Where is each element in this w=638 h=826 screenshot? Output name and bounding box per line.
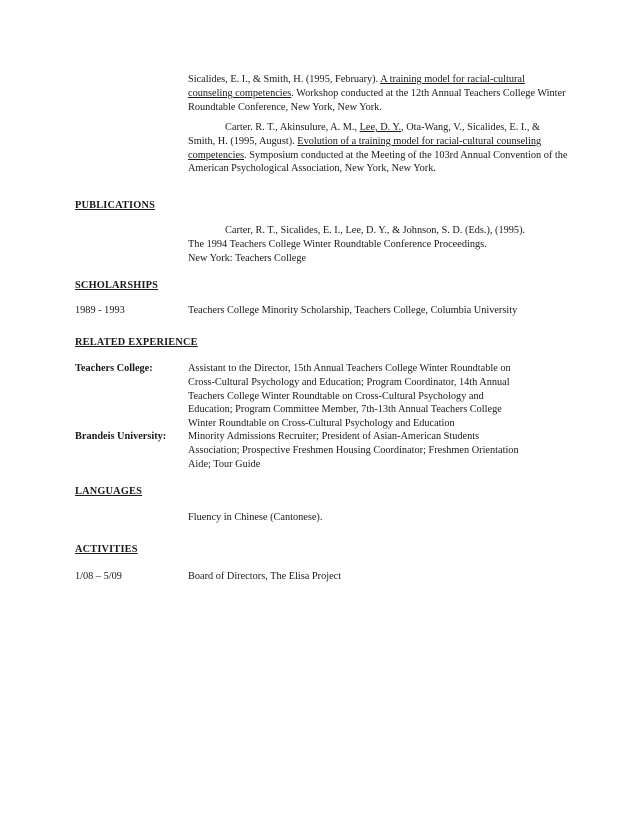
experience-line: Cross-Cultural Psychology and Education; Program Coordinator, 14th Annual (188, 376, 510, 388)
publication-line: Carter, R. T., Sicalides, E. I., Lee, D. Y., & Johnson, S. D. (Eds.), (1995). (225, 225, 526, 236)
language-text: Fluency in Chinese (Cantonese). (188, 512, 323, 523)
section-heading-languages: LANGUAGES (75, 486, 143, 497)
section-heading-related-experience: RELATED EXPERIENCE (75, 337, 198, 348)
section-heading-scholarships: SCHOLARSHIPS (75, 280, 159, 291)
section-heading-activities: ACTIVITIES (75, 544, 138, 555)
citation-authors-cont: , Ota-Wang, V., Sicalides, E. I., & Smith, H. (1995, August). (188, 122, 541, 147)
scholarship-date: 1989 - 1993 (75, 305, 125, 316)
experience-line: Minority Admissions Recruiter; President of Asian-American Students (188, 431, 480, 442)
presentation-entry (188, 73, 568, 114)
citation-authors: Sicalides, E. I., & Smith, H. (1995, February). (188, 74, 381, 85)
activity-text: Board of Directors, The Elisa Project (188, 571, 342, 582)
experience-label: Brandeis University: (75, 431, 167, 442)
publication-entry (188, 224, 568, 265)
citation-authors: Carter. R. T., Akinsulure, A. M., (225, 122, 360, 133)
scholarship-text: Teachers College Minority Scholarship, Teachers College, Columbia University (188, 305, 518, 316)
citation-venue: . Symposium conducted at the Meeting of the 103rd Annual Convention of the American Psychological Association, New York, New York. (188, 149, 568, 175)
experience-line: Education; Program Committee Member, 7th-13th Annual Teachers College (188, 404, 502, 416)
citation-venue: . Workshop conducted at the 12th Annual Teachers College Winter Roundtable Conference, New York, New York. (188, 87, 566, 113)
publication-line: The 1994 Teachers College Winter Roundtable Conference Proceedings. (188, 238, 487, 250)
experience-line: Association; Prospective Freshmen Housing Coordinator; Freshmen Orientation (188, 444, 519, 456)
experience-line: Assistant to the Director, 15th Annual Teachers College Winter Roundtable on (188, 363, 511, 374)
citation-title: A training model for racial-cultural counseling competencies (188, 74, 525, 99)
experience-label: Teachers College: (75, 363, 153, 374)
experience-description (188, 430, 568, 471)
experience-line: Winter Roundtable on Cross-Cultural Psychology and Education (188, 418, 455, 430)
section-heading-publications: PUBLICATIONS (75, 200, 156, 211)
experience-description (188, 362, 568, 431)
publication-line: New York: Teachers College (188, 252, 307, 264)
citation-highlight-author: Lee, D. Y. (359, 122, 402, 133)
citation-title: Evolution of a training model for racial-cultural counseling competencies (188, 135, 542, 161)
experience-line: Aide; Tour Guide (188, 458, 261, 470)
experience-line: Teachers College Winter Roundtable on Cross-Cultural Psychology and (188, 390, 484, 402)
presentation-entry (188, 121, 568, 176)
activity-date: 1/08 – 5/09 (75, 571, 122, 582)
